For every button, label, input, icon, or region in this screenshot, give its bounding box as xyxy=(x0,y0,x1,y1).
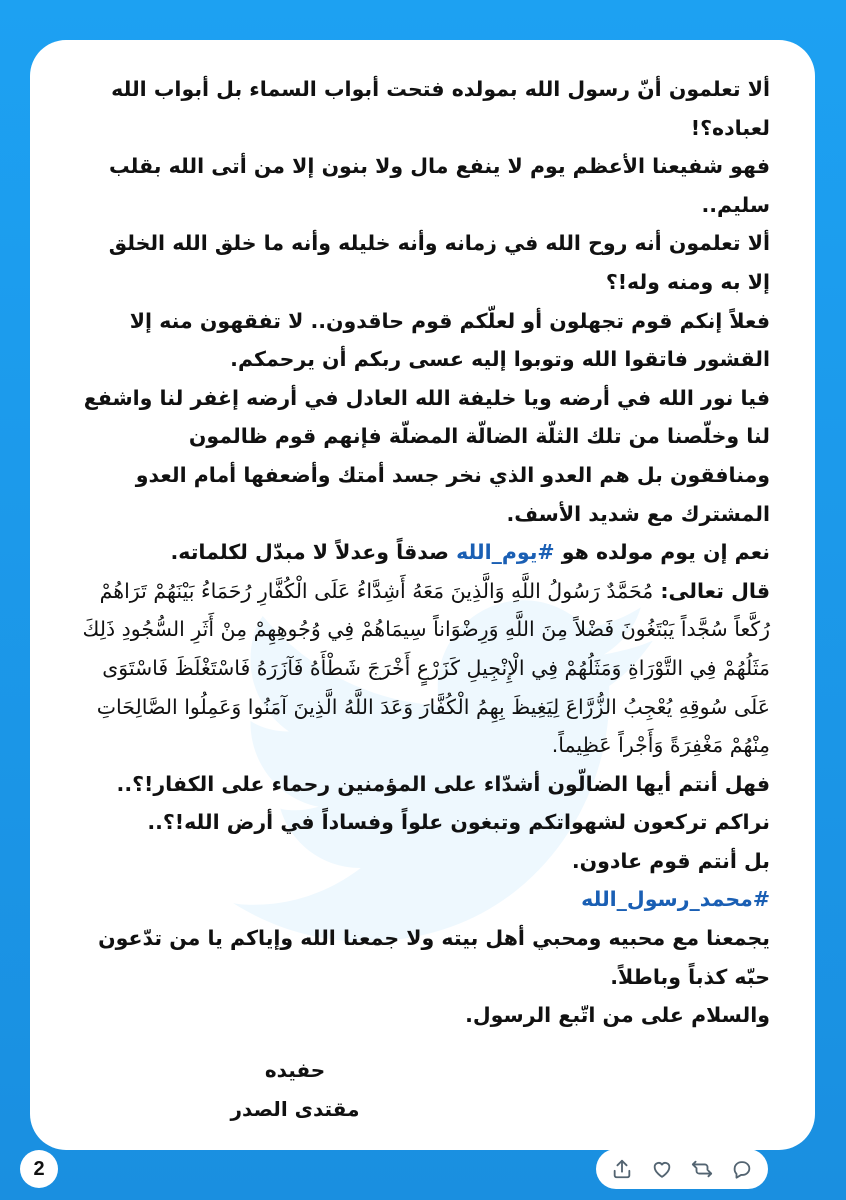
paragraph: نراكم تركعون لشهواتكم وتبغون علواً وفساداً في أرض الله!؟.. xyxy=(147,810,770,835)
like-button[interactable] xyxy=(646,1153,678,1185)
paragraph: فعلاً إنكم قوم تجهلون أو لعلّكم قوم حاقدون.. لا تفقهون منه إلا القشور فاتقوا الله وتوبوا إليه عسى ربكم أن يرحمكم. xyxy=(129,308,770,372)
paragraph: فهو شفيعنا الأعظم يوم لا ينفع مال ولا بنون إلا من أتى الله بقلب سليم.. xyxy=(108,154,770,217)
letter-body xyxy=(82,70,770,1035)
paragraph: فهل أنتم أيها الضالّون أشدّاء على المؤمنين رحماء على الكفار!؟.. xyxy=(116,771,770,796)
share-icon xyxy=(611,1158,633,1180)
page-number-badge: 2 xyxy=(20,1150,58,1188)
quran-verse-paragraph xyxy=(82,572,770,765)
day-of-god-line xyxy=(82,533,770,572)
closing-paragraph: يجمعنا مع محبيه ومحبي أهل بيته ولا جمعنا الله وإياكم يا من تدّعون حبّه كذباً وباطلاً. xyxy=(98,926,770,989)
day-line-before: نعم إن يوم مولده هو xyxy=(554,540,770,565)
reply-button[interactable] xyxy=(726,1153,758,1185)
retweet-button[interactable] xyxy=(686,1153,718,1185)
paragraph: فيا نور الله في أرضه ويا خليفة الله العادل في أرضه إغفر لنا واشفع لنا وخلّصنا من تلك الثلّة الضالّة المضلّة فإنهم قوم ظالمون ومنافقون بل هم العدو الذي نخر جسد أمتك وأضعفها أمام العدو المشترك مع شديد الأسف. xyxy=(83,385,770,526)
retweet-icon xyxy=(691,1158,713,1180)
paragraph: ألا تعلمون أنّ رسول الله بمولده فتحت أبواب السماء بل أبواب الله لعباده؟! xyxy=(111,77,770,140)
closing-paragraph: والسلام على من اتّبع الرسول. xyxy=(465,1003,770,1028)
hashtag-day-of-god[interactable]: #يوم_الله xyxy=(456,540,555,565)
document-card xyxy=(30,40,815,1150)
hashtag-prophet[interactable]: #محمد_رسول_الله xyxy=(581,887,770,912)
reply-bubble-icon xyxy=(731,1158,753,1180)
signature-name: مقتدى الصدر xyxy=(230,1097,360,1121)
verse-intro: قال تعالى: xyxy=(653,578,770,603)
day-line-after: صدقاً وعدلاً لا مبدّل لكلماته. xyxy=(170,540,457,565)
share-button[interactable] xyxy=(606,1153,638,1185)
quran-verse: مُحَمَّدٌ رَسُولُ اللَّهِ وَالَّذِينَ مَعَهُ أَشِدَّاءُ عَلَى الْكُفَّارِ رُحَمَاءُ بَيْنَهُمْ تَرَاهُمْ رُكَّعاً سُجَّداً يَبْتَغُونَ فَضْلاً مِنَ اللَّهِ وَرِضْوَاناً سِيمَاهُمْ فِي وُجُوهِهِمْ مِنْ أَثَرِ السُّجُودِ ذَلِكَ مَثَلُهُمْ فِي التَّوْرَاةِ وَمَثَلُهُمْ فِي الْإِنْجِيلِ كَزَرْعٍ أَخْرَجَ شَطْأَهُ فَآزَرَهُ فَاسْتَغْلَظَ فَاسْتَوَى عَلَى سُوقِهِ يُعْجِبُ الزُّرَّاعَ لِيَغِيظَ بِهِمُ الْكُفَّارَ وَعَدَ اللَّهُ الَّذِينَ آمَنُوا وَعَمِلُوا الصَّالِحَاتِ مِنْهُمْ مَغْفِرَةً وَأَجْراً عَظِيماً. xyxy=(82,578,770,758)
tweet-action-bar xyxy=(596,1149,768,1189)
paragraph: بل أنتم قوم عادون. xyxy=(571,848,770,873)
paragraph: ألا تعلمون أنه روح الله في زمانه وأنه خليله وأنه ما خلق الله الخلق إلا به ومنه وله!؟ xyxy=(108,231,770,294)
heart-icon xyxy=(651,1158,673,1180)
signature-title: حفيده xyxy=(264,1058,326,1082)
